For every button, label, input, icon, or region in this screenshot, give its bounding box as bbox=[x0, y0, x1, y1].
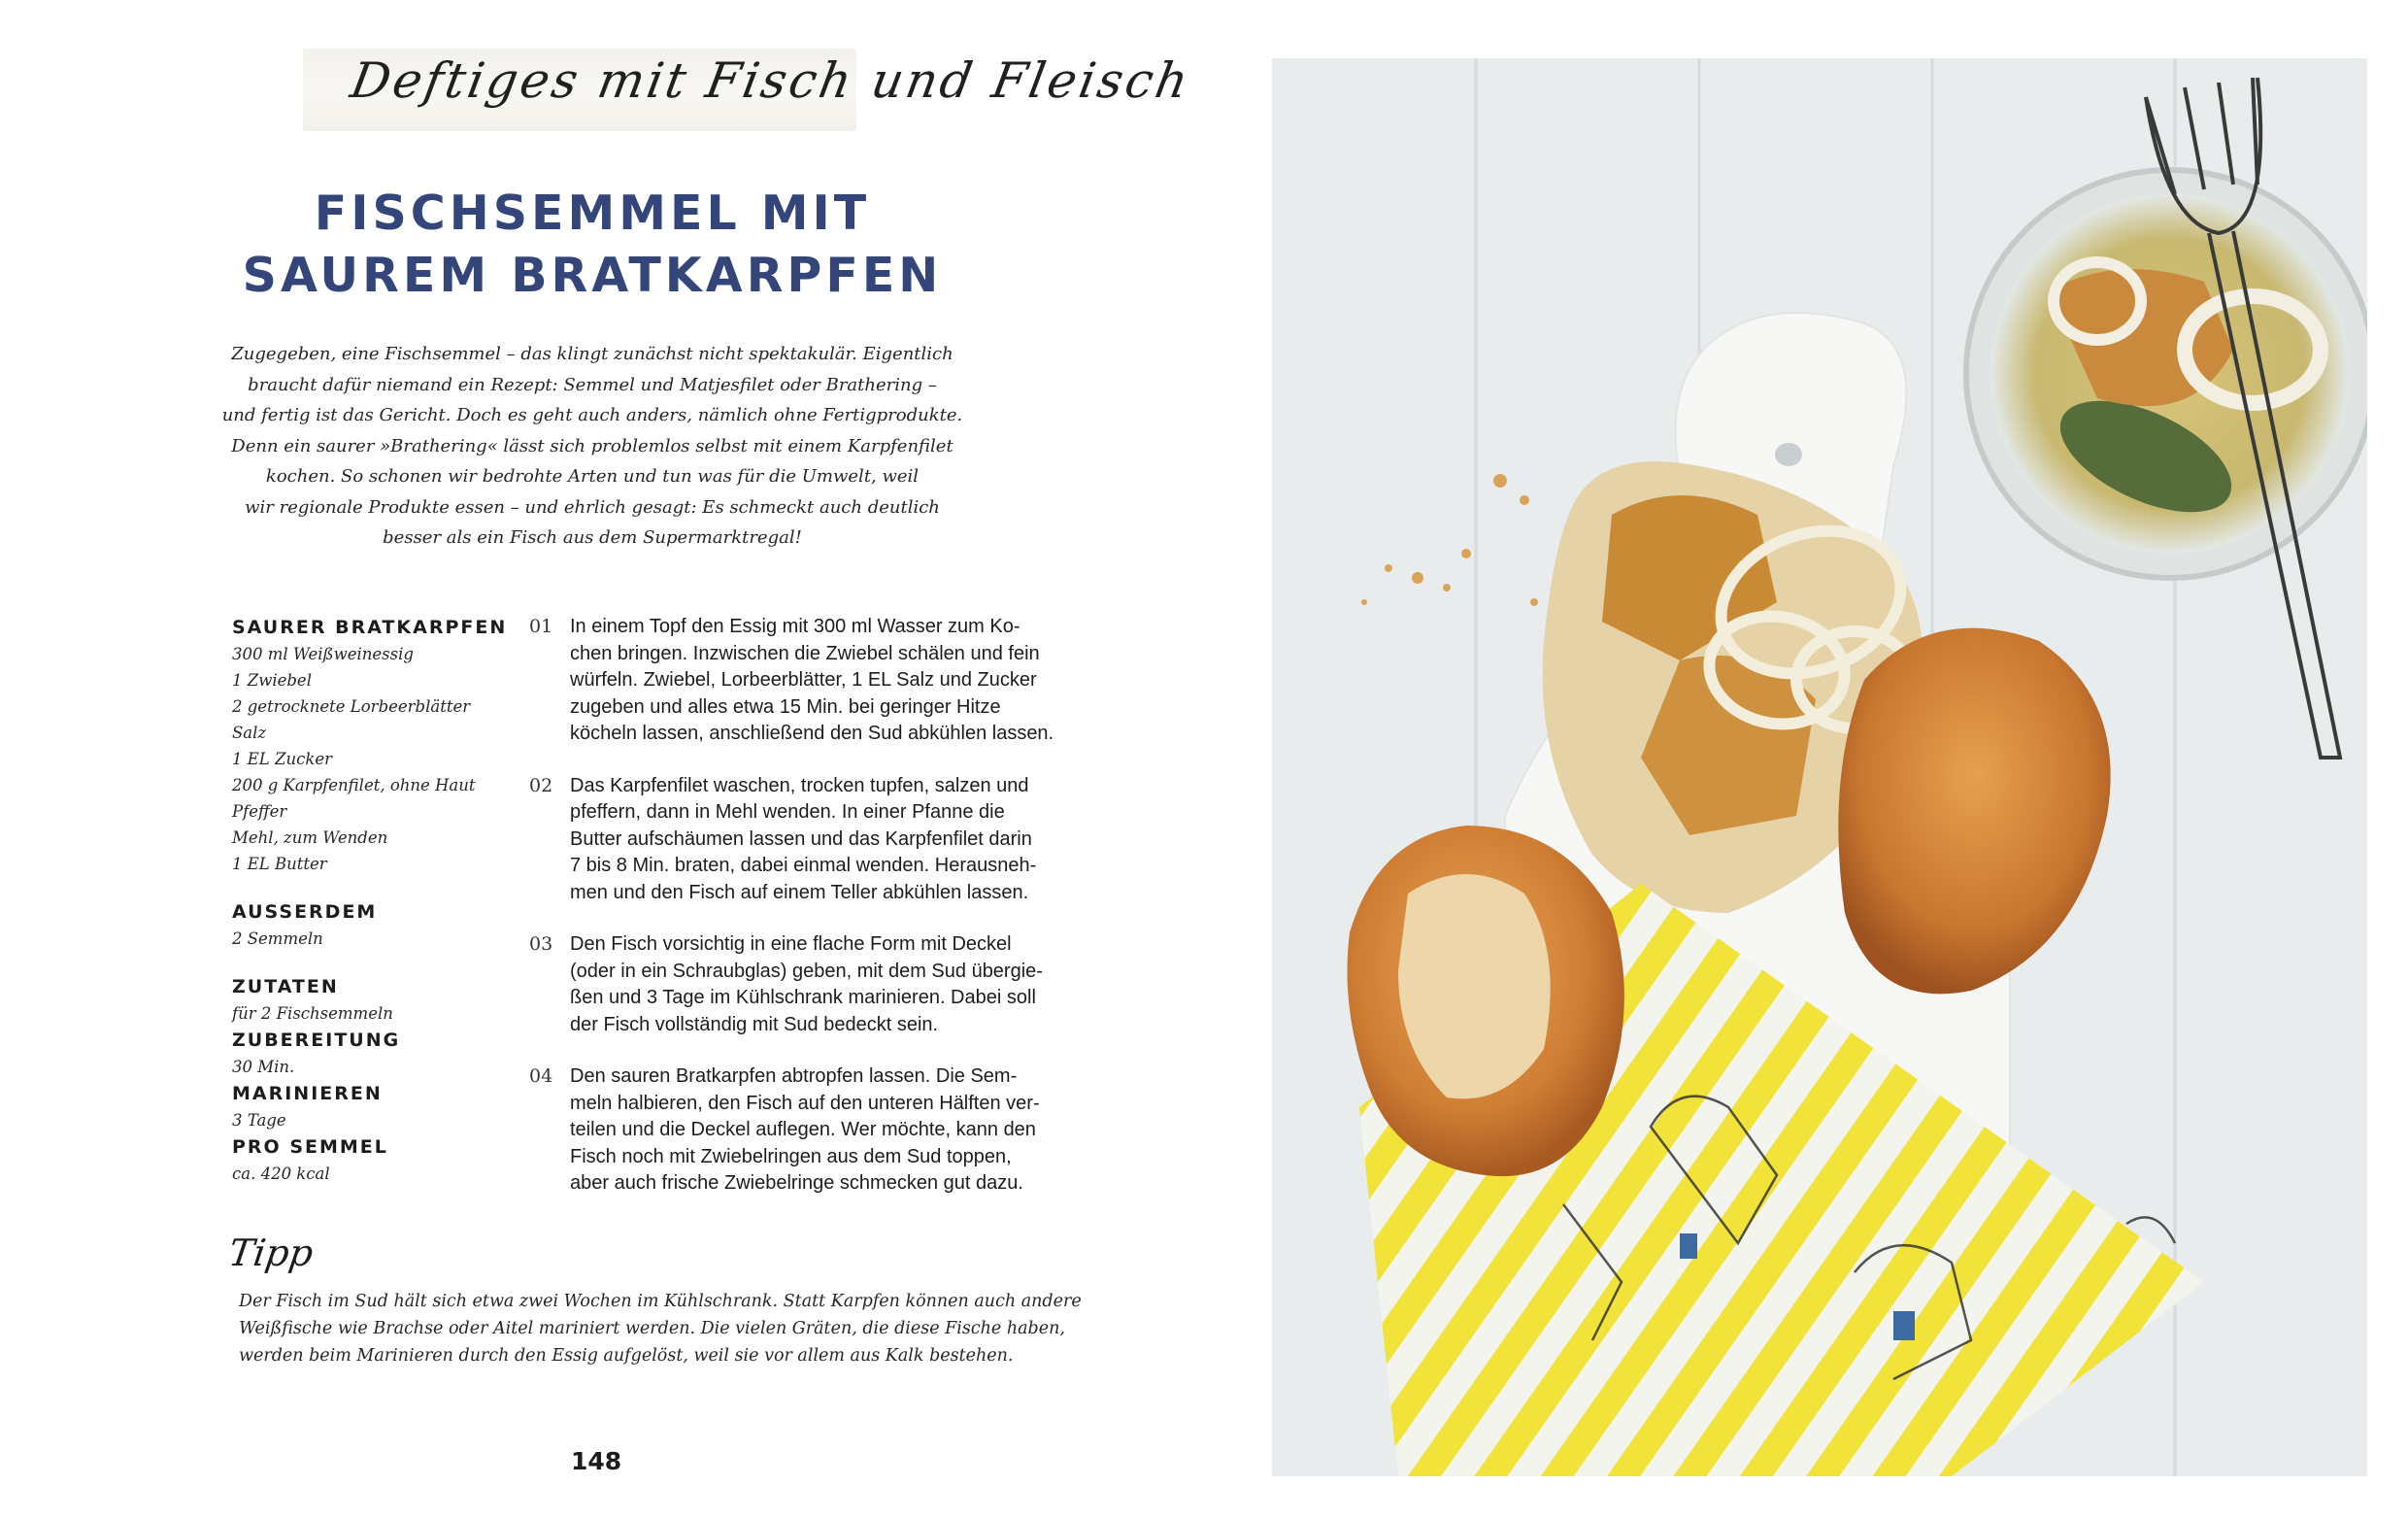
ingredient-group-heading: AUSSERDEM bbox=[232, 901, 378, 923]
marinate-time-value: 3 Tage bbox=[232, 1111, 286, 1130]
step-line: köcheln lassen, anschließend den Sud abkühlen lassen. bbox=[570, 723, 1054, 744]
servings-value: für 2 Fischsemmeln bbox=[232, 1004, 393, 1023]
ingredient-item: 2 Semmeln bbox=[232, 929, 323, 948]
step-line: zugeben und alles etwa 15 Min. bei geringer Hitze bbox=[570, 695, 1001, 718]
intro-line: braucht dafür niemand ein Rezept: Semmel und Matjesfilet oder Brathering – bbox=[248, 374, 937, 395]
servings-heading: ZUTATEN bbox=[232, 976, 339, 997]
ingredient-group-heading: SAURER BRATKARPFEN bbox=[232, 617, 508, 638]
step-line: Butter aufschäumen lassen und das Karpfenfilet darin bbox=[570, 827, 1032, 850]
recipe-title bbox=[155, 183, 1029, 307]
step-line: ßen und 3 Tage im Kühlschrank marinieren. Dabei soll bbox=[570, 987, 1036, 1008]
ingredient-item: 2 getrocknete Lorbeerblätter bbox=[232, 697, 471, 716]
ingredient-item: 1 EL Butter bbox=[232, 855, 327, 873]
step-line: men und den Fisch auf einem Teller abkühlen lassen. bbox=[570, 881, 1029, 903]
step-text bbox=[570, 614, 1112, 748]
method-steps bbox=[529, 614, 1112, 1223]
recipe-title-line: FISCHSEMMEL MIT bbox=[314, 186, 871, 241]
marinate-time-heading: MARINIEREN bbox=[232, 1083, 383, 1104]
calories-value: ca. 420 kcal bbox=[232, 1165, 330, 1183]
tip-label: Tipp bbox=[225, 1232, 317, 1274]
ingredient-item: Mehl, zum Wenden bbox=[232, 828, 388, 847]
step-line: Den Fisch vorsichtig in eine flache Form mit Deckel bbox=[570, 933, 1012, 955]
prep-time-heading: ZUBEREITUNG bbox=[232, 1030, 401, 1051]
ingredient-item: 1 EL Zucker bbox=[232, 750, 332, 768]
method-step bbox=[529, 931, 1112, 1038]
step-line: würfeln. Zwiebel, Lorbeerblätter, 1 EL Salz und Zucker bbox=[570, 669, 1037, 691]
step-text bbox=[570, 1063, 1112, 1198]
step-line: 7 bis 8 Min. braten, dabei einmal wenden. Herausneh- bbox=[570, 855, 1037, 876]
intro-line: und fertig ist das Gericht. Doch es geht auch anders, nämlich ohne Fertigprodukte. bbox=[221, 405, 963, 425]
ingredient-item: 1 Zwiebel bbox=[232, 671, 312, 690]
section-header bbox=[303, 49, 1195, 131]
step-line: (oder in ein Schraubglas) geben, mit dem Sud übergie- bbox=[570, 960, 1043, 982]
method-step bbox=[529, 773, 1112, 907]
ingredients-column bbox=[232, 614, 508, 1187]
step-line: In einem Topf den Essig mit 300 ml Wasser zum Ko- bbox=[570, 616, 1020, 637]
step-line: Fisch noch mit Zwiebelringen aus dem Sud toppen, bbox=[570, 1145, 1012, 1167]
step-line: meln halbieren, den Fisch auf den unteren Hälften ver- bbox=[570, 1092, 1040, 1114]
intro-line: Zugegeben, eine Fischsemmel – das klingt zunächst nicht spektakulär. Eigentlich bbox=[231, 344, 953, 364]
step-line: Das Karpfenfilet waschen, trocken tupfen, salzen und bbox=[570, 774, 1029, 796]
intro-line: Denn ein saurer »Brathering« lässt sich problemlos selbst mit einem Karpfenfilet bbox=[231, 435, 953, 456]
cutting-board-hole bbox=[1775, 443, 1802, 466]
section-header-text: Deftiges mit Fisch und Fleisch bbox=[346, 52, 1195, 109]
ingredient-item: Salz bbox=[232, 724, 267, 742]
ingredient-item: 200 g Karpfenfilet, ohne Haut bbox=[232, 776, 476, 794]
step-number: 01 bbox=[529, 616, 553, 637]
prep-time-value: 30 Min. bbox=[232, 1058, 295, 1076]
step-number: 04 bbox=[529, 1065, 553, 1087]
page-number: 148 bbox=[571, 1447, 622, 1475]
tip-line: Weißfische wie Brachse oder Aitel mariniert werden. Die vielen Gräten, die diese Fische haben, bbox=[239, 1319, 1065, 1338]
method-step bbox=[529, 1063, 1112, 1198]
intro-text bbox=[194, 339, 990, 554]
jar-shape bbox=[1966, 170, 2367, 578]
intro-line: besser als ein Fisch aus dem Supermarktregal! bbox=[383, 527, 802, 548]
step-text bbox=[570, 931, 1112, 1038]
step-line: chen bringen. Inzwischen die Zwiebel schälen und fein bbox=[570, 642, 1040, 664]
calories-heading: PRO SEMMEL bbox=[232, 1136, 388, 1158]
step-line: pfeffern, dann in Mehl wenden. In einer Pfanne die bbox=[570, 801, 1005, 823]
tip-line: werden beim Marinieren durch den Essig aufgelöst, weil sie vor allem aus Kalk bestehen. bbox=[239, 1346, 1014, 1366]
recipe-photo bbox=[1272, 58, 2367, 1476]
method-step bbox=[529, 614, 1112, 748]
step-line: teilen und die Deckel auflegen. Wer möchte, kann den bbox=[570, 1119, 1036, 1140]
step-number: 03 bbox=[529, 933, 553, 955]
tip-line: Der Fisch im Sud hält sich etwa zwei Wochen im Kühlschrank. Statt Karpfen können auch andere bbox=[239, 1292, 1082, 1311]
recipe-title-line: SAUREM BRATKARPFEN bbox=[242, 248, 943, 303]
step-line: der Fisch vollständig mit Sud bedeckt sein. bbox=[570, 1013, 939, 1035]
step-line: aber auch frische Zwiebelringe schmecken gut dazu. bbox=[570, 1172, 1023, 1194]
intro-line: wir regionale Produkte essen – und ehrlich gesagt: Es schmeckt auch deutlich bbox=[245, 496, 940, 518]
step-number: 02 bbox=[529, 774, 553, 796]
step-line: Den sauren Bratkarpfen abtropfen lassen. Die Sem- bbox=[570, 1065, 1018, 1087]
ingredient-item: Pfeffer bbox=[232, 802, 287, 821]
step-text bbox=[570, 773, 1112, 907]
ingredient-item: 300 ml Weißweinessig bbox=[232, 645, 414, 663]
intro-line: kochen. So schonen wir bedrohte Arten und tun was für die Umwelt, weil bbox=[265, 466, 920, 487]
tip-text bbox=[239, 1288, 1113, 1369]
